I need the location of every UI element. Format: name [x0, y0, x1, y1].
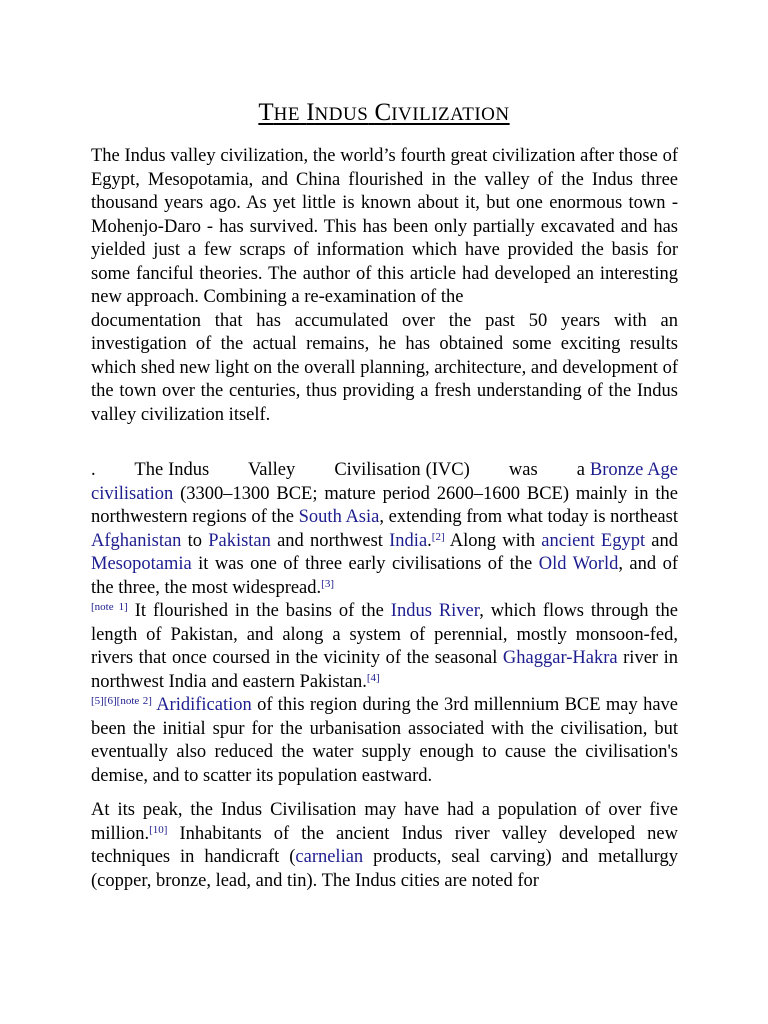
- population-paragraph: [91, 799, 678, 893]
- link-bronze-age-civilisation[interactable]: Bronze Age civilisation: [91, 460, 678, 504]
- text-run: At its peak, the Indus Civilisation may have had a population of over five million.: [91, 800, 678, 844]
- text-run: products, seal carving) and metallurgy (copper, bronze, lead, and tin). The Indus cities are noted for: [91, 847, 678, 891]
- text-run: of this region during the 3rd millennium BCE may have been the initial spur for the urbanisation associated with the civilisation, but eventually also reduced the water supply enough to cause the civilisation's demise, and to scatter its population eastward.: [91, 695, 678, 786]
- ivc-paragraph: [91, 459, 678, 788]
- link-carnelian[interactable]: carnelian: [295, 847, 364, 867]
- title-rest-civilization: IVILIZATION: [391, 104, 510, 125]
- text-run: .: [427, 530, 432, 551]
- text-run: , which flows through the length of Pakistan, and along a system of perennial, mostly monsoon-fed, rivers that once coursed in the vicinity of the seasonal: [91, 601, 678, 668]
- link-pakistan[interactable]: Pakistan: [208, 530, 271, 551]
- title-rest-indus: NDUS: [314, 104, 369, 125]
- intro-paragraph-part-b: documentation that has accumulated over the past 50 years with an investigation of the actual remains, he has obtained some exciting results which shed new light on the overall planning, architecture, and development of the town over the centuries, thus providing a fresh understanding of the Indus valley civilization itself.: [91, 310, 678, 425]
- text-run: . The Indus Valley Civilisation (IVC) was a: [91, 460, 590, 480]
- citation-note-2[interactable]: [note 2]: [116, 695, 152, 707]
- text-run: it was one of three early civilisations of the: [191, 554, 539, 574]
- text-run: and northwest: [270, 530, 390, 551]
- intro-paragraph-part-a: The Indus valley civilization, the world’s fourth great civilization after those of Egypt, Mesopotamia, and China flourished in the valley of the Indus three thousand years ago. As yet little is known about it, but one enormous town - Mohenjo-Daro - has survived. This has been only partially excavated and has yielded just a few scraps of information which have provided the basis for some fanciful theories. The author of this article had developed an interesting new approach. Combining a re-examination of the: [91, 146, 678, 307]
- text-run: to: [181, 530, 209, 551]
- title-initial-civilization: C: [374, 99, 392, 126]
- page-title: [0, 98, 768, 130]
- title-initial-the: T: [258, 99, 274, 126]
- text-run: (3300–1300 BCE; mature period 2600–1600 BCE) mainly in the northwestern regions of the: [91, 483, 678, 527]
- intro-paragraph: [91, 145, 678, 427]
- citation-2[interactable]: [2]: [431, 530, 445, 543]
- text-run: , and of the three, the most widespread.: [91, 554, 678, 598]
- link-ghaggar-hakra[interactable]: Ghaggar-Hakra: [502, 648, 618, 668]
- text-run: Along with: [444, 530, 542, 551]
- citation-6[interactable]: [6]: [103, 695, 117, 707]
- text-run: , extending from what today is northeast: [379, 507, 678, 527]
- link-ancient-egypt[interactable]: ancient Egypt: [541, 530, 646, 551]
- citation-5[interactable]: [5]: [91, 695, 104, 707]
- title-initial-indus: I: [306, 99, 315, 126]
- link-india[interactable]: India: [389, 530, 428, 551]
- text-run: Inhabitants of the ancient Indus river valley developed new techniques in handicraft (: [91, 823, 678, 867]
- link-aridification[interactable]: Aridification: [156, 695, 252, 715]
- link-indus-river[interactable]: Indus River: [390, 601, 480, 621]
- text-run: and: [645, 530, 678, 551]
- citation-3[interactable]: [3]: [321, 577, 334, 590]
- link-afghanistan[interactable]: Afghanistan: [91, 530, 182, 551]
- citation-4[interactable]: [4]: [366, 671, 380, 684]
- title-rest-the: HE: [273, 104, 300, 125]
- citation-10[interactable]: [10]: [149, 823, 168, 836]
- link-old-world[interactable]: Old World: [538, 554, 619, 574]
- link-mesopotamia[interactable]: Mesopotamia: [91, 554, 192, 574]
- citation-note-1[interactable]: [note 1]: [91, 601, 128, 613]
- link-south-asia[interactable]: South Asia: [298, 507, 380, 527]
- text-run: It flourished in the basins of the: [127, 601, 391, 621]
- text-run: river in northwest India and eastern Pakistan.: [91, 648, 679, 692]
